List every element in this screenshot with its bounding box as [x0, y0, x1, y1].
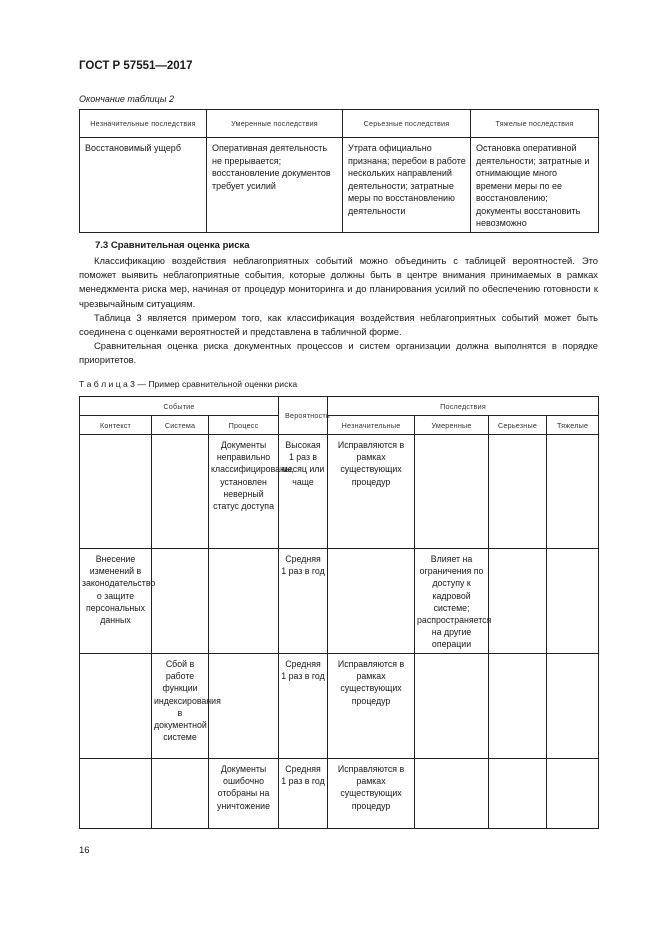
t3-cell-probability: Средняя 1 раз в год — [279, 549, 328, 654]
section-heading: 7.3 Сравнительная оценка риска — [95, 240, 250, 251]
table-row — [80, 549, 599, 654]
t2-header-serious: Серьезные последствия — [343, 110, 471, 138]
t3-cell-context — [80, 435, 152, 549]
t3-subheader-minor: Незначительные — [328, 416, 415, 435]
page-number: 16 — [79, 845, 90, 856]
t2-header-moderate: Умеренные последствия — [207, 110, 343, 138]
table3 — [79, 396, 599, 829]
t3-cell-moderate — [415, 435, 489, 549]
paragraph-1: Классификацию воздействия неблагоприятных событий можно объединить с таблицей вероятностей. Это поможет выявить неблагоприятные события, которые должны быть в центре внимания принимаемых в рамках менеджмента риска мер, начиная от процедур мониторинга и до планирования усилий по обеспечению готовности к чрезвычайным ситуациям. — [79, 255, 598, 309]
t3-cell-system: Сбой в работе функции индексирования в документной системе — [152, 654, 209, 759]
t3-cell-severe — [547, 435, 599, 549]
paragraph-3: Сравнительная оценка риска документных процессов и систем организации должна выполнятся в порядке приоритетов. — [79, 340, 598, 366]
t3-header-probability: Вероятность — [279, 397, 328, 435]
t2-header-minor: Незначительные последствия — [80, 110, 207, 138]
t2-cell-moderate: Оперативная деятельность не прерывается; восстановление документов требует усилий — [207, 138, 343, 233]
t3-cell-system — [152, 435, 209, 549]
t3-cell-severe — [547, 549, 599, 654]
paragraph-2: Таблица 3 является примером того, как классификация воздействия неблагоприятных событий может быть соединена с оценками вероятностей и представлена в табличной форме. — [79, 312, 598, 338]
t2-cell-severe: Остановка оперативной деятельности; затратные и отнимающие много времени меры по ее восстановлению; документы восстановить невозможно — [471, 138, 599, 233]
t3-cell-minor: Исправляются в рамках существующих процедур — [328, 654, 415, 759]
t3-cell-context: Внесение изменений в законодательство о защите персональных данных — [80, 549, 152, 654]
t3-cell-moderate — [415, 759, 489, 829]
t3-cell-probability: Высокая 1 раз в месяц или чаще — [279, 435, 328, 549]
t3-cell-process — [209, 654, 279, 759]
table3-caption: Т а б л и ц а 3 — Пример сравнительной оценки риска — [79, 379, 298, 389]
t3-subheader-process: Процесс — [209, 416, 279, 435]
t3-subheader-serious: Серьезные — [489, 416, 547, 435]
table-row — [80, 654, 599, 759]
t3-cell-probability: Средняя 1 раз в год — [279, 654, 328, 759]
t3-cell-process: Документы ошибочно отобраны на уничтожение — [209, 759, 279, 829]
t2-header-severe: Тяжелые последствия — [471, 110, 599, 138]
t3-cell-process — [209, 549, 279, 654]
table-row — [80, 435, 599, 549]
t3-cell-serious — [489, 549, 547, 654]
table2 — [79, 109, 599, 233]
t3-cell-probability: Средняя 1 раз в год — [279, 759, 328, 829]
t3-subheader-severe: Тяжелые — [547, 416, 599, 435]
t3-cell-context — [80, 759, 152, 829]
table-row — [80, 759, 599, 829]
t3-cell-minor: Исправляются в рамках существующих процедур — [328, 435, 415, 549]
t3-cell-serious — [489, 654, 547, 759]
t3-cell-minor — [328, 549, 415, 654]
t3-cell-system — [152, 549, 209, 654]
t3-subheader-moderate: Умеренные — [415, 416, 489, 435]
t3-cell-serious — [489, 759, 547, 829]
t3-cell-severe — [547, 654, 599, 759]
table2-continuation-caption: Окончание таблицы 2 — [79, 94, 174, 104]
t3-cell-process: Документы неправильно классифицированы, установлен неверный статус доступа — [209, 435, 279, 549]
t3-header-event: Событие — [80, 397, 279, 416]
t3-cell-moderate — [415, 654, 489, 759]
t3-header-consequences: Последствия — [328, 397, 599, 416]
t3-cell-moderate: Влияет на ограничения по доступу к кадровой системе; распространяется на другие операции — [415, 549, 489, 654]
t3-subheader-context: Контекст — [80, 416, 152, 435]
t3-cell-severe — [547, 759, 599, 829]
t3-cell-minor: Исправляются в рамках существующих процедур — [328, 759, 415, 829]
document-header: ГОСТ Р 57551—2017 — [79, 60, 193, 72]
t3-cell-serious — [489, 435, 547, 549]
t2-cell-minor: Восстановимый ущерб — [80, 138, 207, 233]
t3-subheader-system: Система — [152, 416, 209, 435]
t3-cell-system — [152, 759, 209, 829]
t2-cell-serious: Утрата официально признана; перебои в работе нескольких направлений деятельности; затратные меры по восстановлению деятельности — [343, 138, 471, 233]
t3-cell-context — [80, 654, 152, 759]
